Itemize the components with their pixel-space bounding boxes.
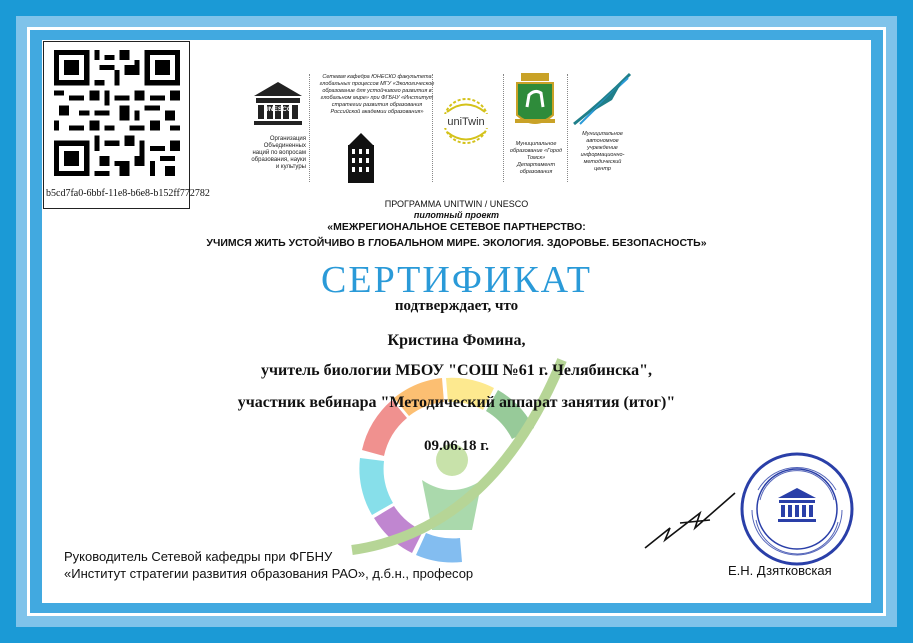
pilot-project-label: пилотный проект <box>413 210 500 220</box>
confirms-text: подтверждает, что <box>394 298 519 314</box>
participation-text: участник вебинара "Методический аппарат занятия (итог)" <box>237 394 676 411</box>
unesco-logo-icon <box>250 78 306 134</box>
qr-code-icon <box>54 50 180 176</box>
program-name: ПРОГРАММА UNITWIN / UNESCO <box>384 199 529 209</box>
kafedra-caption: Сетевая кафедра ЮНЕСКО факультета глобальных процессов МГУ «Экологическое образование для устойчивого развития в глобальном мире» при ФГБНУ «Институт стратегии развития образования Российской академии образования» <box>319 74 435 115</box>
signatory-role <box>64 548 473 582</box>
divider <box>567 74 568 182</box>
building-logo-icon <box>345 131 377 185</box>
unesco-caption: Организация Объединенных наций по вопросам образования, науки и культуры <box>251 136 306 170</box>
signature-image <box>640 478 750 558</box>
project-title-line2: УЧИМСЯ ЖИТЬ УСТОЙЧИВО В ГЛОБАЛЬНОМ МИРЕ. ЭКОЛОГИЯ. ЗДОРОВЬЕ. БЕЗОПАСНОСТЬ» <box>206 237 707 249</box>
signatory-role-line2: «Институт стратегии развития образования РАО», д.б.н., професор <box>64 566 474 581</box>
divider <box>503 74 504 182</box>
signatory-role-line1: Руководитель Сетевой кафедры при ФГБНУ <box>64 549 333 564</box>
amc-caption: Муниципальное автономное учреждение информационно-методический центр <box>580 131 625 172</box>
divider <box>432 74 433 182</box>
issue-date: 09.06.18 г. <box>423 438 490 454</box>
unitwin-label: uniTwin <box>447 116 485 128</box>
official-stamp-image <box>738 450 856 568</box>
qr-code-box <box>43 41 210 209</box>
tomsk-coat-of-arms-icon <box>513 71 557 133</box>
recipient-position: учитель биологии МБОУ "СОШ №61 г. Челябинска", <box>260 362 653 379</box>
amc-logo-icon <box>572 72 632 128</box>
recipient-name: Кристина Фомина, <box>387 332 526 349</box>
watermark-wheel-image <box>332 350 592 570</box>
certificate-title: СЕРТИФИКАТ <box>321 259 592 301</box>
unitwin-logo-icon <box>437 92 495 150</box>
qr-code-text: b5cd7fa0-6bbf-11e8-b6e8-b152ff772782 <box>46 188 210 199</box>
project-title-line1: «МЕЖРЕГИОНАЛЬНОЕ СЕТЕВОЕ ПАРТНЕРСТВО: <box>327 221 586 233</box>
divider <box>309 74 310 182</box>
tomsk-caption: Муниципальное образование «Город Томск» Департамент образования <box>509 141 563 175</box>
signatory-name: Е.Н. Дзятковская <box>728 563 832 578</box>
unesco-word: UNESCO <box>264 106 292 113</box>
